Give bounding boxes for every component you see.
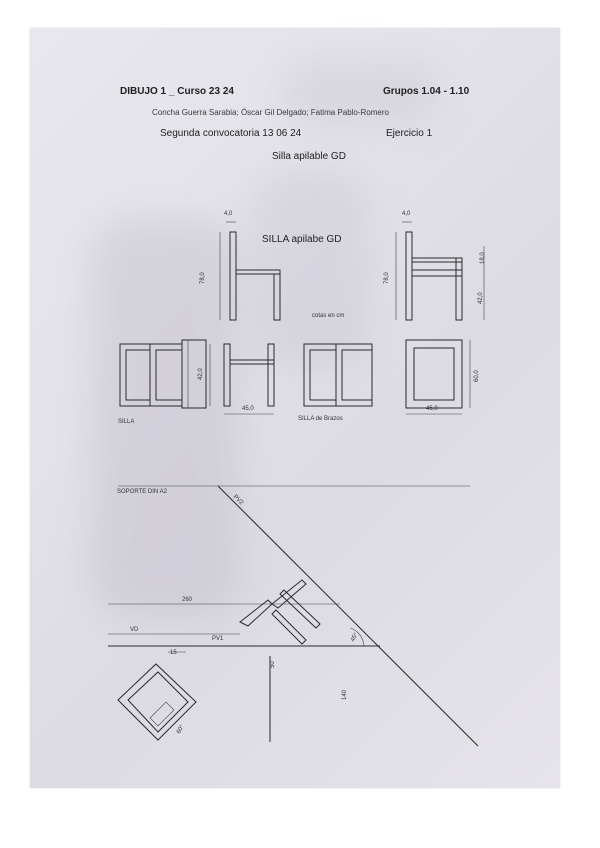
label-silla-brazos: SILLA de Brazos [298, 416, 343, 422]
side-view-armchair [396, 222, 484, 320]
plan-view-armchair [406, 340, 470, 414]
plan-view-chair [210, 344, 274, 414]
dim-arm-top: 18,0 [480, 252, 486, 264]
dim-small: 60° [176, 724, 186, 735]
groups-title: Grupos 1.04 - 1.10 [383, 86, 470, 97]
dim-140: 140 [342, 689, 348, 700]
dim-arm-lower: 42,0 [478, 292, 484, 304]
authors-line: Concha Guerra Sarabia; Óscar Gil Delgado; Fatima Pablo-Romero [152, 108, 389, 117]
subject-title: Silla apilable GD [272, 151, 346, 162]
angle-label: 45° [350, 632, 360, 643]
dim-15: 15 [170, 650, 177, 656]
dim-depth-right: 60,0 [474, 370, 480, 382]
convocation-line: Segunda convocatoria 13 06 24 [160, 128, 302, 139]
exercise-label: Ejercicio 1 [386, 128, 433, 139]
units-note: cotas en cm [312, 313, 345, 319]
plan-view-stack [120, 340, 206, 408]
dim-height-right: 78,0 [384, 272, 390, 284]
vd-label: VD [130, 627, 139, 633]
figure-title: SILLA apilabe GD [262, 234, 342, 245]
dim-depth-left: 42,0 [198, 368, 204, 380]
plan-view-armchair-stack [304, 344, 372, 406]
label-silla: SILLA [118, 419, 135, 425]
dim-width-left: 45,0 [242, 406, 254, 412]
lower-construction [108, 486, 478, 746]
dim-top-right: 4,0 [402, 211, 411, 217]
dim-50: 50 [270, 661, 276, 668]
dim-width-right: 45,0 [426, 406, 438, 412]
pv2-label: PV2 [231, 494, 245, 507]
dim-260: 260 [182, 597, 193, 603]
course-title: DIBUJO 1 _ Curso 23 24 [120, 86, 234, 97]
dim-top-left: 4,0 [224, 211, 233, 217]
pv1-label: PV1 [212, 636, 224, 642]
support-label: SOPORTE DIN A2 [117, 489, 167, 495]
dim-height-left: 78,0 [200, 272, 206, 284]
